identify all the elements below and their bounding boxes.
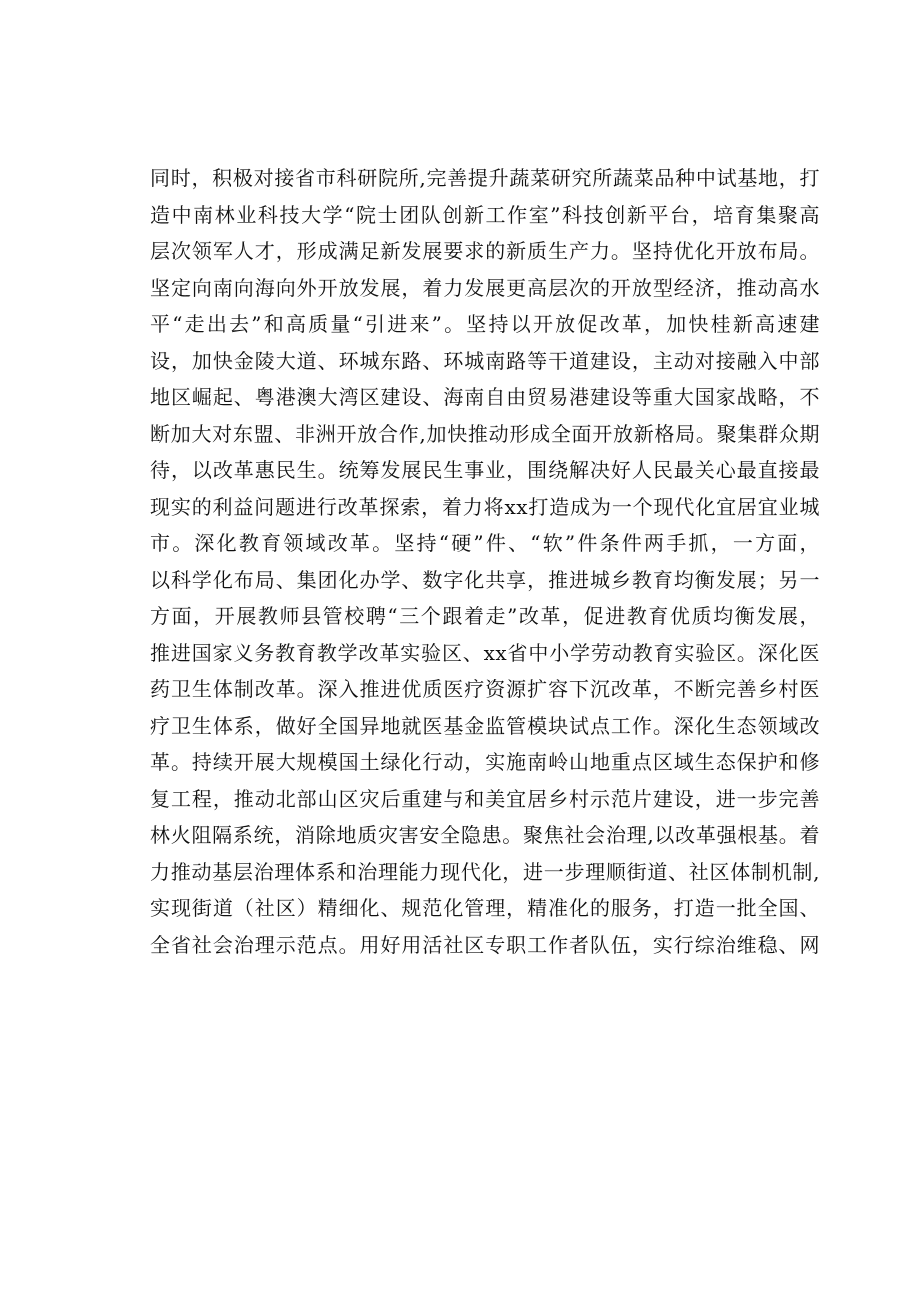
text-line: 设，加快金陵大道、环城东路、环城南路等干道建设，主动对接融入中部: [150, 348, 820, 373]
text-line: 疗卫生体系，做好全国异地就医基金监管模块试点工作。深化生态领域改: [150, 713, 820, 738]
text-line: 待，以改革惠民生。统筹发展民生事业，围绕解决好人民最关心最直接最: [150, 458, 820, 482]
text-line: 推进国家义务教育教学改革实验区、xx省中小学劳动教育实验区。深化医: [150, 640, 820, 665]
text-line: 力推动基层治理体系和治理能力现代化，进一步理顺街道、社区体制机制,: [150, 859, 820, 884]
text-line: 全省社会治理示范点。用好用活社区专职工作者队伍，实行综治维稳、网: [150, 932, 820, 957]
text-line: 以科学化布局、集团化办学、数字化共享，推进城乡教育均衡发展；另一: [150, 567, 820, 592]
text-line: 市。深化教育领域改革。坚持“硬”件、“软”件条件两手抓，一方面，: [150, 531, 820, 555]
text-line: 坚定向南向海向外开放发展，着力发展更高层次的开放型经济，推动高水: [150, 275, 820, 300]
text-line: 地区崛起、粤港澳大湾区建设、海南自由贸易港建设等重大国家战略，不: [150, 385, 820, 409]
text-line: 复工程，推动北部山区灾后重建与和美宜居乡村示范片建设，进一步完善: [150, 786, 820, 811]
text-line: 层次领军人才，形成满足新发展要求的新质生产力。坚持优化开放布局。: [150, 239, 820, 263]
text-line: 同时，积极对接省市科研院所,完善提升蔬菜研究所蔬菜品种中试基地，打: [150, 166, 820, 190]
text-line: 药卫生体制改革。深入推进优质医疗资源扩容下沉改革，不断完善乡村医: [150, 677, 820, 701]
text-line: 断加大对东盟、非洲开放合作,加快推动形成全面开放新格局。聚集群众期: [150, 421, 820, 446]
text-line: 方面，开展教师县管校聘“三个跟着走”改革，促进教育优质均衡发展，: [150, 604, 820, 628]
text-line: 现实的利益问题进行改革探索，着力将xx打造成为一个现代化宜居宜业城: [150, 494, 820, 519]
text-line: 实现街道（社区）精细化、规范化管理，精准化的服务，打造一批全国、: [150, 896, 820, 920]
text-line: 平“走出去”和高质量“引进来”。坚持以开放促改革，加快桂新高速建: [150, 312, 820, 336]
text-line: 林火阻隔系统，消除地质灾害安全隐患。聚焦社会治理,以改革强根基。着: [150, 823, 820, 847]
text-line: 造中南林业科技大学“院士团队创新工作室”科技创新平台，培育集聚高: [150, 202, 820, 227]
text-line: 革。持续开展大规模国土绿化行动，实施南岭山地重点区域生态保护和修: [150, 750, 820, 774]
body-text: [150, 160, 820, 963]
